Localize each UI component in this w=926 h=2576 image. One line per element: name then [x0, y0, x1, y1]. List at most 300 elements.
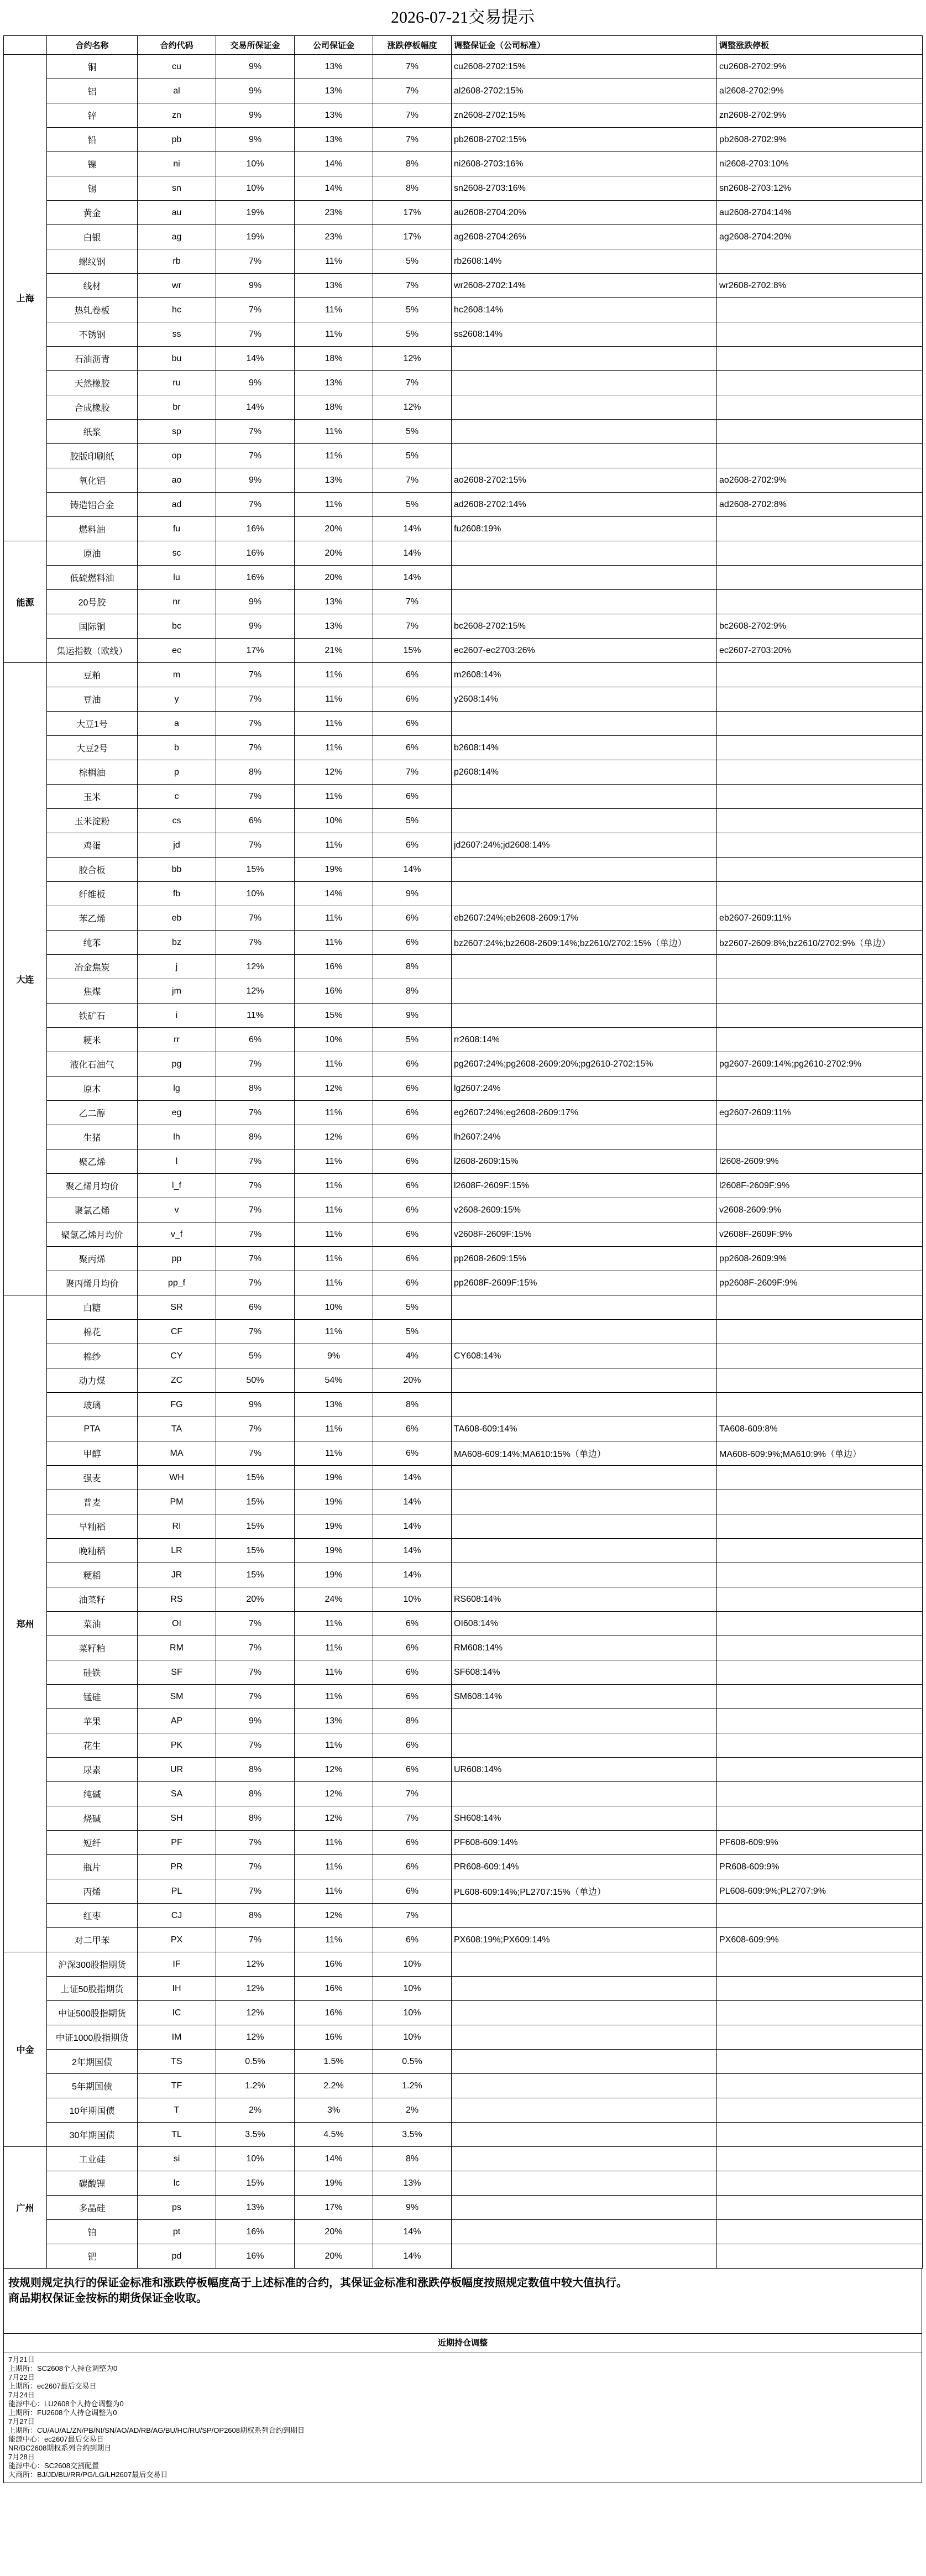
price-limit-cell: 5% — [373, 1295, 452, 1320]
exchange-margin-cell: 10% — [216, 2147, 295, 2171]
contract-code-cell: PK — [138, 1733, 216, 1758]
table-row — [4, 687, 923, 712]
adjusted-margin-cell: SM608:14% — [452, 1685, 717, 1709]
company-margin-cell: 14% — [295, 882, 373, 906]
adjusted-margin-cell — [452, 2025, 717, 2050]
contract-code-cell: b — [138, 736, 216, 760]
recent-line: 上期所：ec2607最后交易日 — [8, 2382, 97, 2390]
company-margin-cell: 4.5% — [295, 2123, 373, 2147]
company-margin-cell: 19% — [295, 1466, 373, 1490]
adjusted-margin-cell — [452, 1295, 717, 1320]
exchange-margin-cell: 10% — [216, 176, 295, 201]
exchange-margin-cell: 7% — [216, 493, 295, 517]
exchange-margin-cell: 7% — [216, 1660, 295, 1685]
adjusted-limit-cell — [717, 2098, 923, 2123]
adjusted-limit-cell — [717, 1904, 923, 1928]
company-margin-cell: 12% — [295, 1758, 373, 1782]
exchange-margin-cell: 7% — [216, 833, 295, 858]
adjusted-margin-cell: ec2607-ec2703:26% — [452, 639, 717, 663]
adjusted-limit-cell — [717, 858, 923, 882]
contract-code-cell: pp_f — [138, 1271, 216, 1295]
adjusted-margin-cell — [452, 882, 717, 906]
exchange-margin-cell: 8% — [216, 1125, 295, 1149]
table-row — [4, 639, 923, 663]
adjusted-limit-cell — [717, 249, 923, 274]
price-limit-cell: 6% — [373, 931, 452, 955]
exchange-margin-cell: 9% — [216, 79, 295, 103]
contract-name-cell: 红枣 — [47, 1904, 138, 1928]
exchange-margin-cell: 3.5% — [216, 2123, 295, 2147]
contract-name-cell: 白糖 — [47, 1295, 138, 1320]
company-margin-cell: 11% — [295, 1052, 373, 1077]
exchange-margin-cell: 7% — [216, 1636, 295, 1660]
contract-name-cell: 短纤 — [47, 1831, 138, 1855]
exchange-margin-cell: 15% — [216, 858, 295, 882]
table-row — [4, 1368, 923, 1393]
table-row — [4, 1247, 923, 1271]
table-row — [4, 2025, 923, 2050]
contract-code-cell: y — [138, 687, 216, 712]
exchange-margin-cell: 7% — [216, 1685, 295, 1709]
adjusted-limit-cell: pp2608F-2609F:9% — [717, 1271, 923, 1295]
price-limit-cell: 6% — [373, 1125, 452, 1149]
company-margin-cell: 11% — [295, 1101, 373, 1125]
price-limit-cell: 14% — [373, 1539, 452, 1563]
contract-name-cell: 钯 — [47, 2244, 138, 2269]
price-limit-cell: 6% — [373, 906, 452, 931]
contract-code-cell: pt — [138, 2220, 216, 2244]
exchange-margin-cell: 7% — [216, 420, 295, 444]
contract-name-cell: 玉米淀粉 — [47, 809, 138, 833]
company-margin-cell: 11% — [295, 1879, 373, 1904]
contract-name-cell: 聚氯乙烯月均价 — [47, 1222, 138, 1247]
table-row — [4, 590, 923, 614]
company-margin-cell: 13% — [295, 590, 373, 614]
price-limit-cell: 17% — [373, 225, 452, 249]
table-row — [4, 1198, 923, 1222]
adjusted-margin-cell: lh2607:24% — [452, 1125, 717, 1149]
contract-code-cell: eg — [138, 1101, 216, 1125]
adjusted-margin-cell: hc2608:14% — [452, 298, 717, 322]
contract-name-cell: 锰硅 — [47, 1685, 138, 1709]
price-limit-cell: 8% — [373, 1393, 452, 1417]
price-limit-cell: 6% — [373, 1636, 452, 1660]
adjusted-limit-cell — [717, 785, 923, 809]
exchange-margin-cell: 7% — [216, 785, 295, 809]
adjusted-margin-cell: zn2608-2702:15% — [452, 103, 717, 128]
company-margin-cell: 11% — [295, 249, 373, 274]
company-margin-cell: 11% — [295, 1441, 373, 1466]
company-margin-cell: 19% — [295, 1490, 373, 1514]
adjusted-margin-cell — [452, 1320, 717, 1344]
contract-name-cell: 中证500股指期货 — [47, 2001, 138, 2025]
price-limit-cell: 14% — [373, 541, 452, 566]
table-header-row — [4, 36, 923, 55]
table-row — [4, 420, 923, 444]
header-price-limit: 涨跌停板幅度 — [373, 36, 452, 55]
table-row — [4, 1782, 923, 1806]
table-row — [4, 2098, 923, 2123]
adjusted-limit-cell: PX608-609:9% — [717, 1928, 923, 1952]
company-margin-cell: 19% — [295, 1539, 373, 1563]
company-margin-cell: 13% — [295, 468, 373, 493]
adjusted-margin-cell — [452, 371, 717, 395]
contract-code-cell: jm — [138, 979, 216, 1004]
adjusted-limit-cell — [717, 2123, 923, 2147]
company-margin-cell: 20% — [295, 2220, 373, 2244]
contract-name-cell: 多晶硅 — [47, 2196, 138, 2220]
trading-notice-sheet — [3, 0, 922, 2483]
company-margin-cell: 10% — [295, 809, 373, 833]
contract-name-cell: 锡 — [47, 176, 138, 201]
contract-code-cell: UR — [138, 1758, 216, 1782]
notes-block — [3, 2269, 922, 2334]
contract-name-cell: 焦煤 — [47, 979, 138, 1004]
company-margin-cell: 13% — [295, 103, 373, 128]
contract-name-cell: 粳稻 — [47, 1563, 138, 1587]
table-row — [4, 712, 923, 736]
price-limit-cell: 10% — [373, 1977, 452, 2001]
adjusted-margin-cell: PX608:19%;PX609:14% — [452, 1928, 717, 1952]
exchange-margin-cell: 15% — [216, 1490, 295, 1514]
adjusted-margin-cell: PF608-609:14% — [452, 1831, 717, 1855]
adjusted-limit-cell — [717, 1636, 923, 1660]
exchange-margin-cell: 9% — [216, 468, 295, 493]
exchange-margin-cell: 15% — [216, 1539, 295, 1563]
adjusted-limit-cell — [717, 298, 923, 322]
table-row — [4, 249, 923, 274]
adjusted-limit-cell: PL608-609:9%;PL2707:9% — [717, 1879, 923, 1904]
adjusted-margin-cell — [452, 347, 717, 371]
contract-code-cell: ec — [138, 639, 216, 663]
contract-code-cell: SM — [138, 1685, 216, 1709]
price-limit-cell: 6% — [373, 1271, 452, 1295]
exchange-margin-cell: 7% — [216, 322, 295, 347]
company-margin-cell: 11% — [295, 736, 373, 760]
contract-name-cell: 天然橡胶 — [47, 371, 138, 395]
exchange-cell: 郑州 — [4, 1295, 47, 1952]
exchange-margin-cell: 7% — [216, 1247, 295, 1271]
note-line: 商品期权保证金按标的期货保证金收取。 — [8, 2292, 207, 2305]
contract-name-cell: 胶版印刷纸 — [47, 444, 138, 468]
price-limit-cell: 7% — [373, 371, 452, 395]
contract-code-cell: PX — [138, 1928, 216, 1952]
table-row — [4, 541, 923, 566]
price-limit-cell: 9% — [373, 882, 452, 906]
contract-name-cell: 菜油 — [47, 1612, 138, 1636]
contract-code-cell: sn — [138, 176, 216, 201]
table-row — [4, 979, 923, 1004]
exchange-margin-cell: 7% — [216, 687, 295, 712]
adjusted-margin-cell — [452, 1514, 717, 1539]
company-margin-cell: 2.2% — [295, 2074, 373, 2098]
exchange-margin-cell: 12% — [216, 979, 295, 1004]
company-margin-cell: 20% — [295, 566, 373, 590]
adjusted-limit-cell — [717, 882, 923, 906]
contract-name-cell: 线材 — [47, 274, 138, 298]
contract-code-cell: ru — [138, 371, 216, 395]
table-row — [4, 1539, 923, 1563]
company-margin-cell: 11% — [295, 1271, 373, 1295]
contract-code-cell: a — [138, 712, 216, 736]
price-limit-cell: 7% — [373, 274, 452, 298]
price-limit-cell: 6% — [373, 1247, 452, 1271]
table-row — [4, 1587, 923, 1612]
exchange-cell: 大连 — [4, 663, 47, 1295]
adjusted-limit-cell: ao2608-2702:9% — [717, 468, 923, 493]
adjusted-margin-cell: v2608F-2609F:15% — [452, 1222, 717, 1247]
adjusted-limit-cell — [717, 517, 923, 541]
contract-name-cell: 菜籽粕 — [47, 1636, 138, 1660]
contract-name-cell: 苯乙烯 — [47, 906, 138, 931]
contract-name-cell: 纯苯 — [47, 931, 138, 955]
contract-code-cell: si — [138, 2147, 216, 2171]
contract-code-cell: pp — [138, 1247, 216, 1271]
recent-adjustments-block — [3, 2334, 922, 2483]
adjusted-limit-cell — [717, 1587, 923, 1612]
table-row — [4, 1271, 923, 1295]
price-limit-cell: 14% — [373, 858, 452, 882]
table-row — [4, 152, 923, 176]
adjusted-limit-cell — [717, 2147, 923, 2171]
price-limit-cell: 8% — [373, 1709, 452, 1733]
company-margin-cell: 11% — [295, 1222, 373, 1247]
adjusted-limit-cell: cu2608-2702:9% — [717, 55, 923, 79]
table-row — [4, 858, 923, 882]
exchange-margin-cell: 7% — [216, 1879, 295, 1904]
contract-code-cell: bc — [138, 614, 216, 639]
adjusted-margin-cell — [452, 2050, 717, 2074]
table-row — [4, 663, 923, 687]
adjusted-limit-cell — [717, 347, 923, 371]
price-limit-cell: 5% — [373, 1028, 452, 1052]
price-limit-cell: 1.2% — [373, 2074, 452, 2098]
price-limit-cell: 5% — [373, 1320, 452, 1344]
adjusted-limit-cell — [717, 1125, 923, 1149]
adjusted-limit-cell: bz2607-2609:8%;bz2610/2702:9%（单边） — [717, 931, 923, 955]
table-row — [4, 833, 923, 858]
contract-name-cell: 粳米 — [47, 1028, 138, 1052]
company-margin-cell: 14% — [295, 152, 373, 176]
contract-code-cell: fb — [138, 882, 216, 906]
company-margin-cell: 11% — [295, 1928, 373, 1952]
contract-name-cell: 大豆1号 — [47, 712, 138, 736]
adjusted-margin-cell: RM608:14% — [452, 1636, 717, 1660]
price-limit-cell: 5% — [373, 809, 452, 833]
price-limit-cell: 6% — [373, 736, 452, 760]
exchange-margin-cell: 19% — [216, 201, 295, 225]
contract-name-cell: 聚氯乙烯 — [47, 1198, 138, 1222]
price-limit-cell: 6% — [373, 1077, 452, 1101]
company-margin-cell: 16% — [295, 1977, 373, 2001]
company-margin-cell: 13% — [295, 55, 373, 79]
price-limit-cell: 14% — [373, 2220, 452, 2244]
table-row — [4, 371, 923, 395]
company-margin-cell: 19% — [295, 1563, 373, 1587]
adjusted-limit-cell — [717, 1393, 923, 1417]
table-row — [4, 1174, 923, 1198]
adjusted-margin-cell — [452, 1563, 717, 1587]
exchange-margin-cell: 6% — [216, 809, 295, 833]
contract-name-cell: 乙二醇 — [47, 1101, 138, 1125]
company-margin-cell: 9% — [295, 1344, 373, 1368]
contract-code-cell: IH — [138, 1977, 216, 2001]
exchange-margin-cell: 7% — [216, 249, 295, 274]
price-limit-cell: 14% — [373, 566, 452, 590]
table-row — [4, 1660, 923, 1685]
table-row — [4, 1222, 923, 1247]
adjusted-margin-cell — [452, 2244, 717, 2269]
contract-code-cell: PF — [138, 1831, 216, 1855]
contract-name-cell: 30年期国债 — [47, 2123, 138, 2147]
adjusted-limit-cell: ag2608-2704:20% — [717, 225, 923, 249]
exchange-margin-cell: 1.2% — [216, 2074, 295, 2098]
company-margin-cell: 13% — [295, 1709, 373, 1733]
margin-table — [3, 35, 923, 2269]
price-limit-cell: 7% — [373, 1904, 452, 1928]
company-margin-cell: 11% — [295, 298, 373, 322]
contract-code-cell: cs — [138, 809, 216, 833]
adjusted-limit-cell: l2608F-2609F:9% — [717, 1174, 923, 1198]
exchange-cell: 上海 — [4, 55, 47, 541]
contract-name-cell: 棉花 — [47, 1320, 138, 1344]
adjusted-margin-cell — [452, 541, 717, 566]
adjusted-limit-cell: al2608-2702:9% — [717, 79, 923, 103]
company-margin-cell: 20% — [295, 541, 373, 566]
header-code: 合约代码 — [138, 36, 216, 55]
recent-line: 上期所：FU2608个人持仓调整为0 — [8, 2408, 117, 2417]
adjusted-limit-cell — [717, 955, 923, 979]
table-row — [4, 1149, 923, 1174]
exchange-cell: 中金 — [4, 1952, 47, 2147]
price-limit-cell: 5% — [373, 444, 452, 468]
table-row — [4, 1928, 923, 1952]
exchange-margin-cell: 16% — [216, 2220, 295, 2244]
exchange-margin-cell: 8% — [216, 760, 295, 785]
adjusted-margin-cell: v2608-2609:15% — [452, 1198, 717, 1222]
contract-name-cell: PTA — [47, 1417, 138, 1441]
header-exchange — [4, 36, 47, 55]
company-margin-cell: 11% — [295, 906, 373, 931]
adjusted-limit-cell: eb2607-2609:11% — [717, 906, 923, 931]
contract-code-cell: TS — [138, 2050, 216, 2074]
table-row — [4, 1685, 923, 1709]
company-margin-cell: 11% — [295, 687, 373, 712]
adjusted-margin-cell — [452, 1393, 717, 1417]
exchange-margin-cell: 9% — [216, 55, 295, 79]
exchange-margin-cell: 8% — [216, 1782, 295, 1806]
company-margin-cell: 11% — [295, 1660, 373, 1685]
contract-code-cell: ad — [138, 493, 216, 517]
contract-code-cell: ZC — [138, 1368, 216, 1393]
adjusted-limit-cell: pg2607-2609:14%;pg2610-2702:9% — [717, 1052, 923, 1077]
header-company-margin: 公司保证金 — [295, 36, 373, 55]
contract-name-cell: 大豆2号 — [47, 736, 138, 760]
price-limit-cell: 14% — [373, 2244, 452, 2269]
price-limit-cell: 0.5% — [373, 2050, 452, 2074]
exchange-margin-cell: 6% — [216, 1028, 295, 1052]
price-limit-cell: 8% — [373, 176, 452, 201]
adjusted-margin-cell — [452, 809, 717, 833]
price-limit-cell: 9% — [373, 1004, 452, 1028]
adjusted-limit-cell — [717, 444, 923, 468]
header-adjusted-margin: 调整保证金（公司标准） — [452, 36, 717, 55]
table-row — [4, 2074, 923, 2098]
adjusted-margin-cell: eg2607:24%;eg2608-2609:17% — [452, 1101, 717, 1125]
adjusted-margin-cell: jd2607:24%;jd2608:14% — [452, 833, 717, 858]
table-row — [4, 517, 923, 541]
company-margin-cell: 23% — [295, 225, 373, 249]
company-margin-cell: 20% — [295, 2244, 373, 2269]
exchange-margin-cell: 13% — [216, 2196, 295, 2220]
company-margin-cell: 15% — [295, 1004, 373, 1028]
price-limit-cell: 6% — [373, 1149, 452, 1174]
price-limit-cell: 8% — [373, 2147, 452, 2171]
exchange-margin-cell: 7% — [216, 1733, 295, 1758]
exchange-margin-cell: 7% — [216, 1320, 295, 1344]
company-margin-cell: 24% — [295, 1587, 373, 1612]
price-limit-cell: 10% — [373, 1587, 452, 1612]
company-margin-cell: 12% — [295, 1904, 373, 1928]
table-row — [4, 1514, 923, 1539]
table-row — [4, 1441, 923, 1466]
price-limit-cell: 6% — [373, 833, 452, 858]
adjusted-margin-cell: l2608F-2609F:15% — [452, 1174, 717, 1198]
table-row — [4, 614, 923, 639]
exchange-margin-cell: 7% — [216, 1831, 295, 1855]
contract-code-cell: op — [138, 444, 216, 468]
table-row — [4, 1077, 923, 1101]
contract-code-cell: PM — [138, 1490, 216, 1514]
contract-name-cell: 铁矿石 — [47, 1004, 138, 1028]
table-row — [4, 1806, 923, 1831]
company-margin-cell: 11% — [295, 1198, 373, 1222]
adjusted-limit-cell — [717, 1685, 923, 1709]
adjusted-margin-cell — [452, 2123, 717, 2147]
adjusted-limit-cell — [717, 2074, 923, 2098]
exchange-margin-cell: 8% — [216, 1806, 295, 1831]
contract-code-cell: bb — [138, 858, 216, 882]
contract-code-cell: IF — [138, 1952, 216, 1977]
exchange-margin-cell: 7% — [216, 1198, 295, 1222]
company-margin-cell: 18% — [295, 347, 373, 371]
adjusted-margin-cell — [452, 1539, 717, 1563]
adjusted-margin-cell — [452, 590, 717, 614]
contract-name-cell: 低硫燃料油 — [47, 566, 138, 590]
adjusted-limit-cell: au2608-2704:14% — [717, 201, 923, 225]
adjusted-limit-cell — [717, 2025, 923, 2050]
price-limit-cell: 14% — [373, 1563, 452, 1587]
adjusted-limit-cell: MA608-609:9%;MA610:9%（单边） — [717, 1441, 923, 1466]
price-limit-cell: 5% — [373, 249, 452, 274]
adjusted-margin-cell: TA608-609:14% — [452, 1417, 717, 1441]
price-limit-cell: 20% — [373, 1368, 452, 1393]
company-margin-cell: 11% — [295, 1149, 373, 1174]
price-limit-cell: 14% — [373, 1514, 452, 1539]
table-row — [4, 1393, 923, 1417]
adjusted-margin-cell — [452, 858, 717, 882]
price-limit-cell: 7% — [373, 1782, 452, 1806]
exchange-cell: 广州 — [4, 2147, 47, 2269]
price-limit-cell: 5% — [373, 420, 452, 444]
contract-code-cell: j — [138, 955, 216, 979]
contract-code-cell: m — [138, 663, 216, 687]
contract-name-cell: 热轧卷板 — [47, 298, 138, 322]
company-margin-cell: 13% — [295, 79, 373, 103]
price-limit-cell: 7% — [373, 1806, 452, 1831]
company-margin-cell: 16% — [295, 2001, 373, 2025]
contract-name-cell: 工业硅 — [47, 2147, 138, 2171]
